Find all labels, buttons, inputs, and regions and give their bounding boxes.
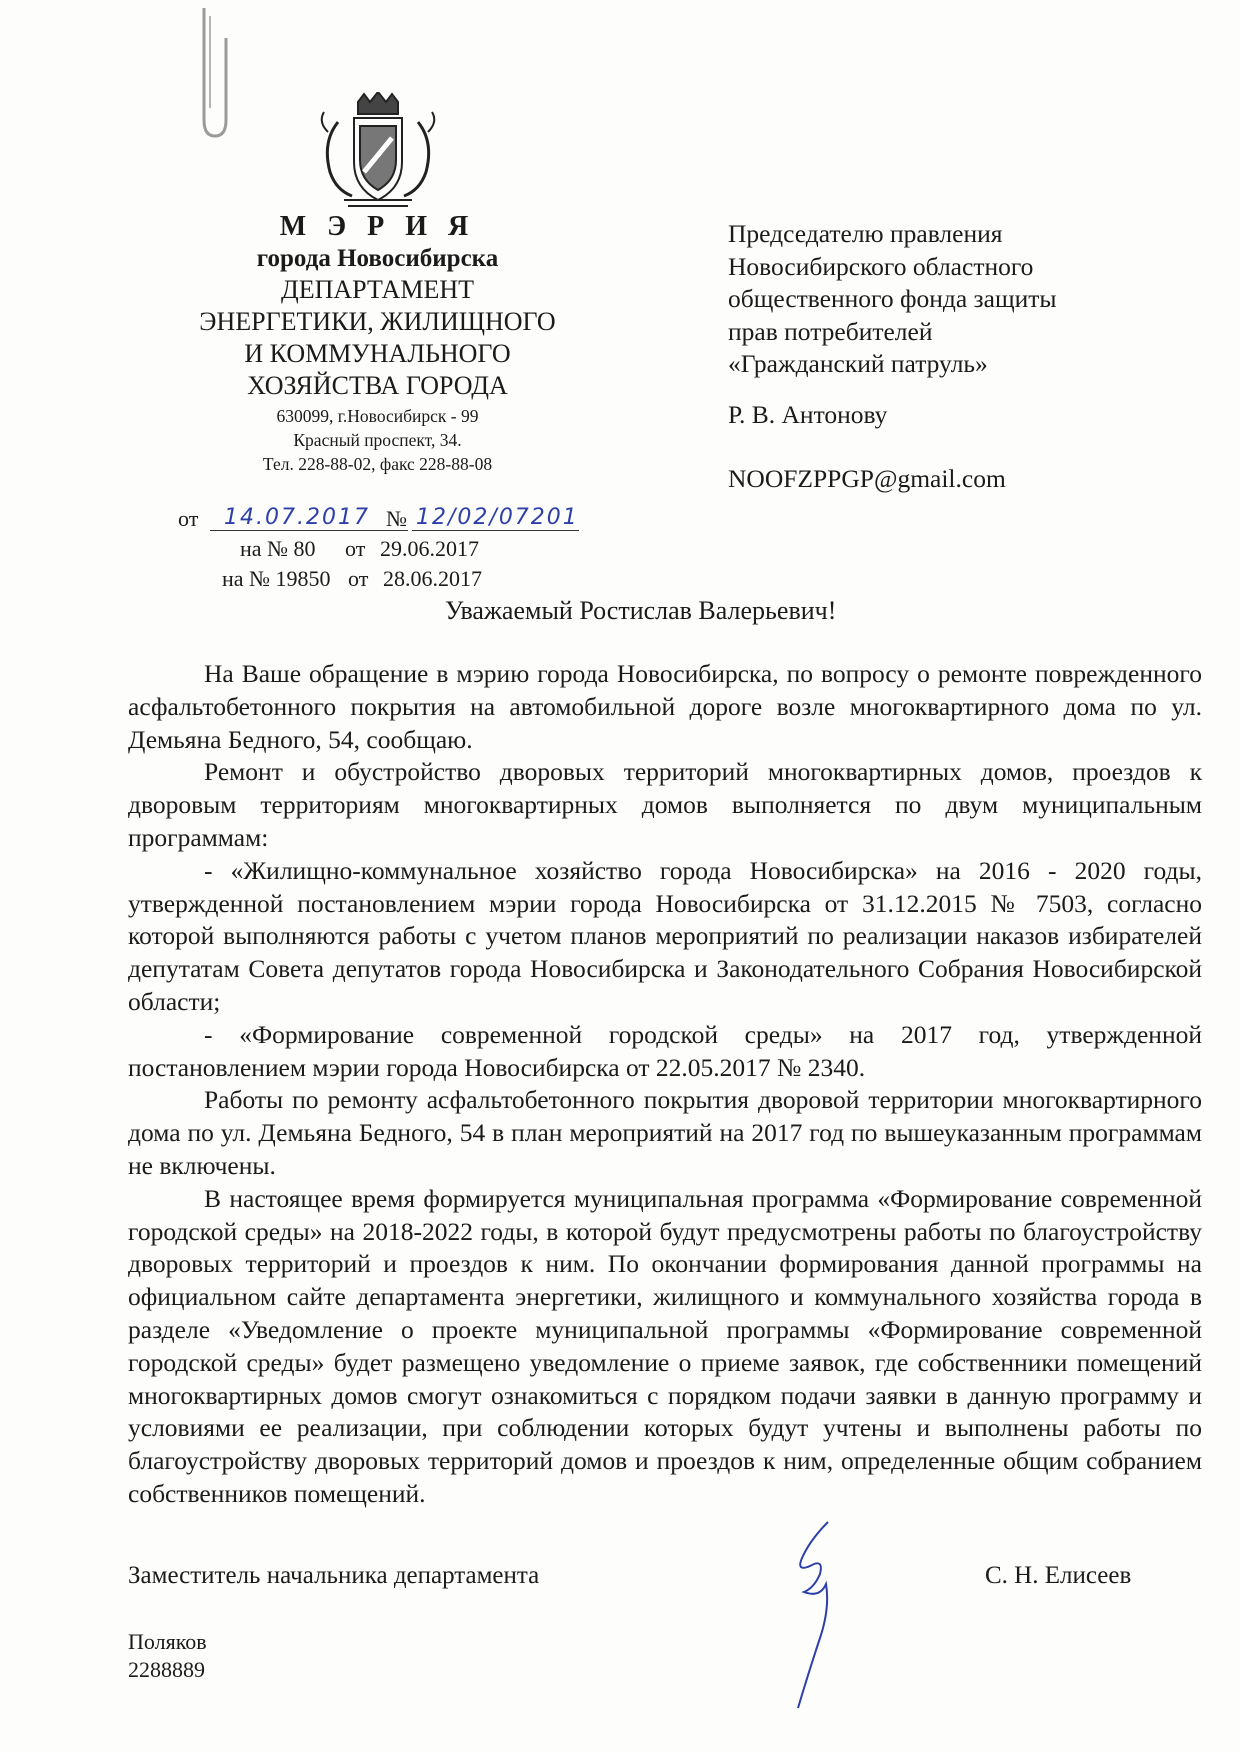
outgoing-reference [150,504,600,534]
department-line: И КОММУНАЛЬНОГО [244,339,511,368]
addressee-block [728,218,1198,496]
department-line: ХОЗЯЙСТВА ГОРОДА [247,371,508,400]
signatory-name: С. Н. Елисеев [985,1562,1132,1589]
reference-block [150,504,600,594]
body-paragraph: В настоящее время формируется муниципальная программа «Формирование современной городской среды» на 2018-2022 годы, в которой будут предусмотрены работы по благоустройству дворовых территорий и проездов к ним. По окончании формирования данной программы на официальном сайте департамента энергетики, жилищного и коммунального хозяйства города в разделе «Уведомление о проекте муниципальной программы «Формирование современной городской среды» будет размещено уведомление о приеме заявок, где собственники помещений многоквартирных домов смогут ознакомиться с порядком подачи заявки в данную программу и условиями ее реализации, при соблюдении которых будут учтены и выполнены работы по благоустройству дворовых территорий домов и проездов к ним, определенные общим собранием собственников помещений. [128,1183,1202,1508]
salutation: Уважаемый Ростислав Валерьевич! [445,596,837,625]
reply-from: от [348,566,369,591]
addressee-line: прав потребителей [728,316,933,346]
handwritten-number: 12/02/07201 [416,505,579,530]
address-line: Тел. 228-88-02, факс 228-88-08 [262,454,493,474]
body-paragraph: - «Формирование современной городской среды» на 2017 год, утвержденной постановлением мэрии города Новосибирска от 22.05.2017 № 2340. [128,1019,1202,1082]
reply-from: от [345,536,366,561]
addressee-name: Р. В. Антонову [728,399,888,429]
handwritten-date: 14.07.2017 [224,505,370,530]
executor-block [128,1628,207,1684]
number-label: № [386,506,407,531]
letter-body [128,658,1202,1511]
address-line: Красный проспект, 34. [293,430,462,450]
addressee-line: Новосибирского областного [728,251,1034,281]
body-paragraph: Ремонт и обустройство дворовых территорий многоквартирных домов, проездов к дворовым территориям многоквартирных домов выполняется по двум муниципальным программам: [128,757,1202,852]
executor-phone: 2288889 [128,1657,205,1682]
handwritten-signature-icon [780,1518,860,1718]
reply-reference [150,534,600,564]
addressee-line: Председателю правления [728,219,1003,248]
addressee-line: «Гражданский патруль» [728,349,988,378]
letterhead-city: города Новосибирска [256,245,499,272]
paper-clip-icon [196,8,234,140]
reply-reference [150,564,600,594]
department-line: ДЕПАРТАМЕНТ [281,275,474,304]
reply-number: на № 80 [240,536,316,561]
coat-of-arms-icon [308,92,448,212]
letterhead [150,210,605,476]
body-paragraph: На Ваше обращение в мэрию города Новосибирска, по вопросу о ремонте поврежденного асфальтобетонного покрытия на автомобильной дороге возле многоквартирного дома по ул. Демьяна Бедного, 54, сообщаю. [128,659,1202,754]
body-paragraph: Работы по ремонту асфальтобетонного покрытия дворовой территории многоквартирного дома по ул. Демьяна Бедного, 54 в план мероприятий на 2017 год по вышеуказанным программам не включены. [128,1085,1202,1180]
from-label: от [178,506,199,531]
department-line: ЭНЕРГЕТИКИ, ЖИЛИЩНОГО [199,307,556,336]
signatory-title: Заместитель начальника департамента [128,1562,540,1589]
letterhead-title: М Э Р И Я [279,211,476,242]
body-paragraph: - «Жилищно-коммунальное хозяйство города Новосибирска» на 2016 - 2020 годы, утвержденной постановлением мэрии города Новосибирска от 31.12.2015 № 7503, согласно которой выполняются работы с учетом планов мероприятий по реализации наказов избирателей депутатам Совета депутатов города Новосибирска и Законодательного Собрания Новосибирской области; [128,855,1202,1016]
addressee-line: общественного фонда защиты [728,284,1057,313]
address-line: 630099, г.Новосибирск - 99 [276,406,479,426]
executor-name: Поляков [128,1629,207,1654]
reply-date: 28.06.2017 [383,566,482,591]
reply-number: на № 19850 [222,566,331,591]
addressee-email: NOOFZPPGP@gmail.com [728,464,1006,493]
reply-date: 29.06.2017 [380,536,479,561]
